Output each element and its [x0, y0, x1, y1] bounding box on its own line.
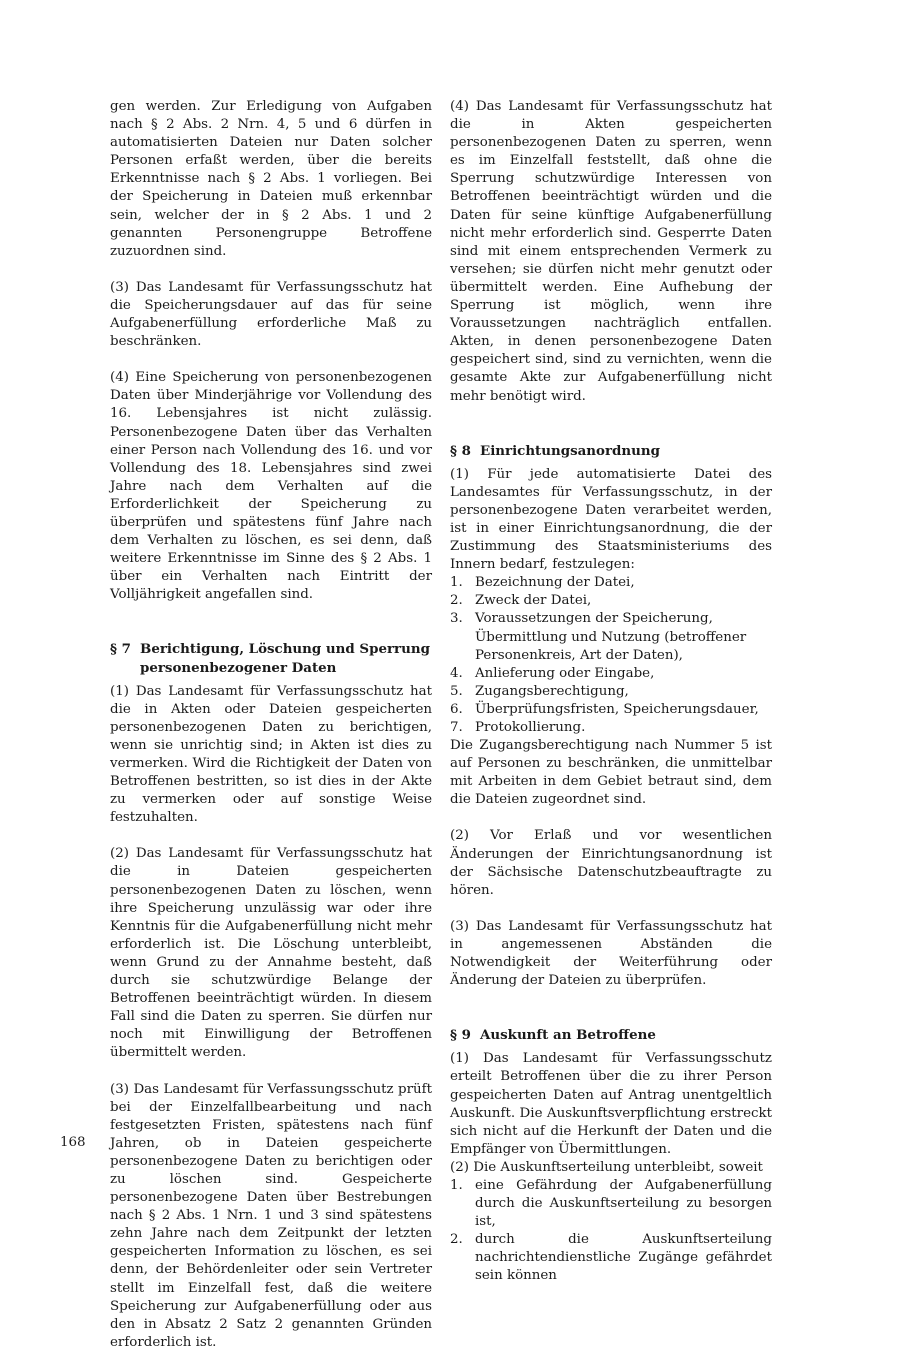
list-item — [450, 610, 772, 664]
list-item-number: 1. — [450, 1177, 463, 1193]
list-item-number: 1. — [450, 575, 463, 591]
list-item-text: eine Gefährdung der Aufgabenerfüllung durch die Auskunftserteilung zu besorgen ist, — [475, 1177, 772, 1230]
section-7-number: § 7 — [110, 641, 131, 658]
list-item-number: 3. — [450, 611, 463, 627]
paragraph-s7-abs3: (3) Das Landesamt für Verfassungsschutz prüft bei der Einzelfallbearbeitung und nach festgesetzten Fristen, spätestens nach fünf Jahren, ob in Dateien gespeicherte personenbezogene Daten zu berichtigen oder zu löschen sind. Gespeicherte personenbezogene Daten über Bestrebungen nach § 2 Abs. 1 Nrn. 1 und 3 sind spätestens zehn Jahre nach dem Zeitpunkt der letzten gespeicherten Information zu löschen, es sei denn, der Behördenleiter oder sein Vertreter stellt im Einzelfall fest, daß die weitere Speicherung zur Aufgabenerfüllung oder aus den in Absatz 2 Satz 2 genannten Gründen erforderlich ist. — [110, 1081, 432, 1350]
paragraph-s7-abs2: (2) Das Landesamt für Verfassungsschutz hat die in Dateien gespeicherten personenbezogenen Daten zu löschen, wenn ihre Speicherung unzulässig war oder ihre Kenntnis für die Aufgabenerfüllung nicht mehr erforderlich ist. Die Löschung unterbleibt, wenn Grund zu der Annahme besteht, daß durch sie schutzwürdige Belange der Betroffenen beeinträchtigt würden. In diesem Fall sind die Daten zu sperren. Sie dürfen nur noch mit Einwilligung der Betroffenen übermittelt werden. — [110, 846, 432, 1061]
paragraph-s7-abs4: (4) Das Landesamt für Verfassungsschutz hat die in Akten gespeicherten personenbezogenen Daten zu sperren, wenn es im Einzelfall feststellt, daß ohne die Sperrung schutzwürdige Interessen von Betroffenen beeinträchtigt würden und die Daten für seine künftige Aufgabenerfüllung nicht mehr erforderlich sind. Gesperrte Daten sind mit einem entsprechenden Vermerk zu versehen; sie dürfen nicht mehr genutzt oder übermittelt werden. Eine Aufhebung der Sperrung ist möglich, wenn ihre Voraussetzungen nachträglich entfallen. Akten, in denen personenbezogene Daten gespeichert sind, sind zu vernichten, wenn die gesamte Akte zur Aufgabenerfüllung nicht mehr benötigt wird. — [450, 99, 772, 404]
paragraph-s8-abs1: (1) Für jede automatisierte Datei des Landesamtes für Verfassungsschutz, in der personenbezogene Daten verarbeitet werden, ist in einer Einrichtungsanordnung, die der Zustimmung des Staatsministeriums des Innern bedarf, festzulegen: — [450, 466, 772, 573]
left-column — [110, 98, 432, 1352]
section-7-title: Berichtigung, Löschung und Sperrung personenbezogener Daten — [140, 641, 430, 676]
list-item-text: Protokollierung. — [475, 720, 586, 735]
list-item-number: 5. — [450, 683, 463, 699]
section-9-heading — [450, 1026, 772, 1044]
paragraph-s8-abs2: (2) Vor Erlaß und vor wesentlichen Änderungen der Einrichtungsanordnung ist der Sächsische Datenschutzbeauftragte zu hören. — [450, 828, 772, 898]
list-item-text: Anlieferung oder Eingabe, — [475, 665, 655, 681]
list-item — [450, 665, 772, 683]
list-item — [450, 719, 772, 737]
section-8-number: § 8 — [450, 442, 471, 459]
list-item — [450, 592, 772, 610]
paragraph-s7-abs1: (1) Das Landesamt für Verfassungsschutz hat die in Akten oder Dateien gespeicherten personenbezogenen Daten zu berichtigen, wenn sie unrichtig sind; in Akten ist dies zu vermerken. Wird die Richtigkeit der Daten von Betroffenen bestritten, so ist dies in der Akte zu vermerken oder auf sonstige Weise festzuhalten. — [110, 683, 432, 826]
paragraph-continuation: gen werden. Zur Erledigung von Aufgaben nach § 2 Abs. 2 Nrn. 4, 5 und 6 dürfen in automatisierten Dateien nur Daten solcher Personen erfaßt werden, über die bereits Erkenntnisse nach § 2 Abs. 1 vorliegen. Bei der Speicherung in Dateien muß erkennbar sein, welcher der in § 2 Abs. 1 und 2 genannten Personengruppe Betroffene zuzuordnen sind. — [110, 99, 432, 259]
paragraph-s8-abs1-after: Die Zugangsberechtigung nach Nummer 5 ist auf Personen zu beschränken, die unmittelbar mit Arbeiten in dem Gebiet betraut sind, dem die Dateien zugeordnet sind. — [450, 738, 772, 808]
list-item-number: 7. — [450, 720, 463, 735]
section-9-number: § 9 — [450, 1027, 471, 1044]
paragraph-s6-abs4: (4) Eine Speicherung von personenbezogenen Daten über Minderjährige vor Vollendung des 16. Lebensjahres ist nicht zulässig. Personenbezogene Daten über das Verhalten einer Person nach Vollendung des 16. und vor Vollendung des 18. Lebensjahres sind zwei Jahre nach dem Verhalten auf die Erforderlichkeit der Speicherung zu überprüfen und spätestens fünf Jahre nach dem Verhalten zu löschen, es sei denn, daß weitere Erkenntnisse im Sinne des § 2 Abs. 1 über ein Verhalten nach Eintritt der Volljährigkeit angefallen sind. — [110, 370, 432, 603]
section-8-heading — [450, 442, 772, 460]
paragraph-s9-abs1: (1) Das Landesamt für Verfassungsschutz erteilt Betroffenen über die zu ihrer Person gespeicherten Daten auf Antrag unentgeltlich Auskunft. Die Auskunftsverpflichtung erstreckt sich nicht auf die Herkunft der Daten und die Empfänger von Übermittlungen. — [450, 1051, 772, 1157]
section-7-heading — [110, 640, 432, 676]
list-item-text: Zweck der Datei, — [475, 593, 592, 609]
paragraph-s9-abs2: (2) Die Auskunftserteilung unterbleibt, soweit — [450, 1159, 763, 1175]
list-item-text: Voraussetzungen der Speicherung, Übermittlung und Nutzung (betroffener Personenkreis, Art der Daten), — [475, 611, 747, 663]
list-item-number: 6. — [450, 701, 463, 717]
list-item — [450, 683, 772, 701]
section-9-list — [450, 1177, 772, 1286]
list-item — [450, 1177, 772, 1231]
paragraph-s8-abs3: (3) Das Landesamt für Verfassungsschutz hat in angemessenen Abständen die Notwendigkeit der Weiterführung oder Änderung der Dateien zu überprüfen. — [450, 918, 772, 989]
section-8-list — [450, 574, 772, 737]
page-number: 168 — [60, 1135, 86, 1150]
list-item-number: 2. — [450, 1232, 463, 1248]
paragraph-s6-abs3: (3) Das Landesamt für Verfassungsschutz hat die Speicherungsdauer auf das für seine Aufgabenerfüllung erforderliche Maß zu beschränken. — [110, 279, 432, 350]
right-column — [450, 98, 772, 1286]
list-item — [450, 574, 772, 592]
list-item — [450, 1231, 772, 1285]
list-item-text: durch die Auskunftserteilung nachrichtendienstliche Zugänge gefährdet sein können — [475, 1232, 772, 1284]
list-item — [450, 701, 772, 719]
list-item-number: 2. — [450, 593, 463, 609]
list-item-text: Bezeichnung der Datei, — [475, 575, 635, 591]
section-8-title: Einrichtungsanordnung — [480, 442, 660, 459]
list-item-number: 4. — [450, 665, 463, 681]
list-item-text: Zugangsberechtigung, — [475, 683, 629, 699]
section-9-title: Auskunft an Betroffene — [480, 1027, 656, 1044]
list-item-text: Überprüfungsfristen, Speicherungsdauer, — [475, 701, 759, 717]
